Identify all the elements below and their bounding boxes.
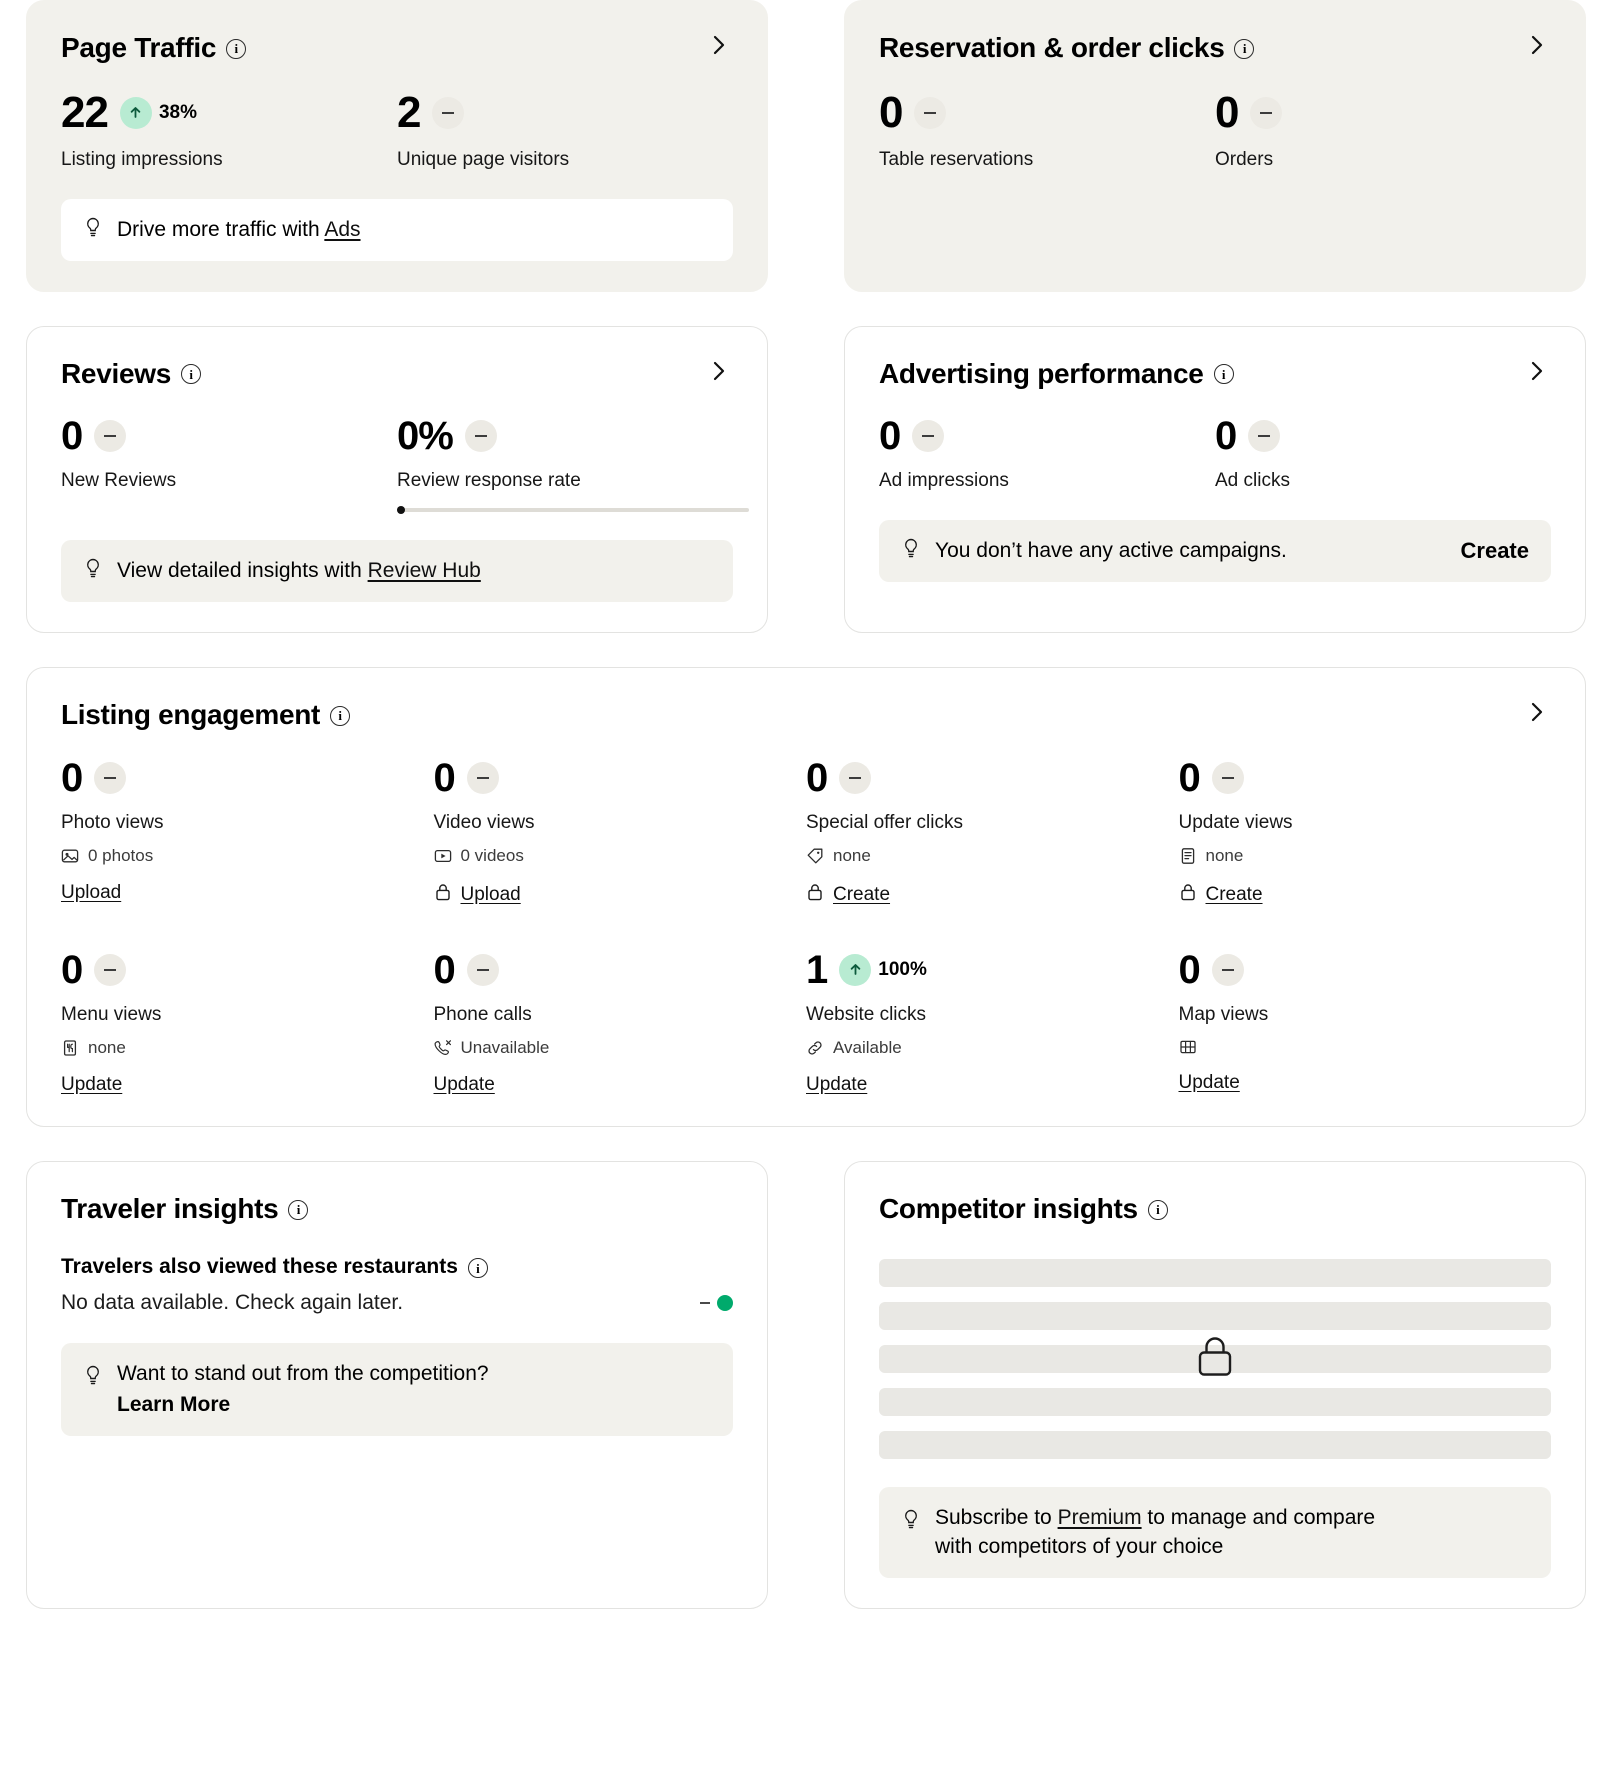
lightbulb-icon — [83, 1364, 103, 1394]
metric-update-views — [1178, 755, 1552, 908]
metric-delta — [120, 97, 197, 129]
special-offer-create-link[interactable]: Create — [833, 883, 891, 905]
metric-delta — [839, 954, 927, 986]
metric-value-row — [397, 87, 733, 137]
dashboard-row-3 — [26, 667, 1586, 1127]
reservation-order-clicks-card — [844, 0, 1586, 292]
page-title — [61, 698, 350, 732]
metric-action — [806, 1074, 1179, 1096]
dashboard-row-4 — [26, 1161, 1586, 1609]
metrics-group — [879, 416, 1551, 492]
metric-sub — [61, 846, 434, 866]
tip-text — [117, 1360, 489, 1419]
phone-update-link[interactable]: Update — [433, 1073, 495, 1095]
page-title — [61, 1192, 308, 1226]
metric-action — [434, 882, 807, 908]
note-icon — [1179, 847, 1197, 865]
metric-label: Review response rate — [397, 470, 581, 492]
status-indicator — [700, 1295, 733, 1311]
metric-sub-label: Available — [833, 1037, 902, 1057]
card-header — [879, 31, 1551, 65]
metric-value: 1 — [806, 947, 828, 992]
metric-ad-clicks — [1215, 416, 1551, 492]
skeleton-bar — [879, 1431, 1551, 1459]
video-upload-link[interactable]: Upload — [460, 883, 521, 905]
metric-sub — [434, 846, 807, 866]
progress-knob — [397, 506, 405, 514]
metrics-group — [61, 416, 733, 512]
metric-label: Menu views — [61, 1003, 162, 1025]
info-icon[interactable]: i — [1148, 1200, 1168, 1220]
metric-video-views — [433, 755, 807, 908]
metric-sub-label: 0 photos — [88, 845, 154, 865]
metric-sub — [61, 1038, 434, 1058]
metric-table-reservations — [879, 87, 1215, 171]
competitor-insights-title: Competitor insights — [879, 1192, 1138, 1224]
reviews-tip-banner — [61, 540, 733, 602]
traveler-tip-banner — [61, 1343, 733, 1436]
traveler-insights-card — [26, 1161, 768, 1609]
competitor-tip-banner — [879, 1487, 1551, 1578]
metric-delta — [1248, 420, 1280, 452]
metric-value-row — [397, 414, 733, 459]
metric-action — [61, 882, 434, 904]
info-icon[interactable]: i — [1234, 39, 1254, 59]
card-header — [879, 1192, 1551, 1226]
lock-icon — [1193, 1333, 1237, 1386]
trend-flat-icon — [912, 420, 944, 452]
metric-label: Video views — [433, 811, 535, 833]
metric-sub-label: Unavailable — [460, 1037, 550, 1057]
trend-flat-icon — [1250, 97, 1282, 129]
metric-value: 0 — [433, 947, 455, 992]
skeleton-bar — [879, 1302, 1551, 1330]
advertising-tip-banner — [879, 520, 1551, 582]
card-header — [61, 357, 733, 391]
metric-website-clicks — [806, 947, 1179, 1096]
ads-link[interactable]: Ads — [324, 217, 361, 241]
info-icon[interactable]: i — [1214, 364, 1234, 384]
metric-label: Website clicks — [806, 1003, 927, 1025]
metric-new-reviews — [61, 416, 397, 512]
trend-flat-icon — [94, 420, 126, 452]
map-update-link[interactable]: Update — [1178, 1071, 1240, 1093]
metric-sub — [1179, 846, 1552, 866]
trend-flat-icon — [1212, 762, 1244, 794]
skeleton-bar — [879, 1388, 1551, 1416]
chevron-right-icon[interactable] — [1523, 357, 1551, 385]
metric-value-row — [1178, 947, 1552, 992]
tip-prefix: Subscribe to — [935, 1506, 1058, 1530]
trend-flat-icon — [1212, 954, 1244, 986]
update-create-link[interactable]: Create — [1205, 883, 1263, 905]
metric-label: Phone calls — [433, 1003, 532, 1025]
metric-menu-views — [61, 947, 434, 1096]
page-title — [879, 31, 1254, 65]
metric-value: 0 — [1215, 87, 1239, 137]
info-icon[interactable]: i — [468, 1258, 488, 1278]
reservation-title: Reservation & order clicks — [879, 32, 1225, 63]
metric-sub — [434, 1038, 807, 1058]
metric-value: 0 — [433, 755, 455, 800]
tip-text-label: View detailed insights with — [117, 559, 368, 583]
card-header — [61, 1192, 733, 1226]
page-title — [61, 31, 246, 65]
metric-value-row — [1178, 755, 1552, 800]
chevron-right-icon[interactable] — [705, 357, 733, 385]
delta-value: 38% — [158, 101, 197, 123]
metric-orders — [1215, 87, 1551, 171]
metric-label: Unique page visitors — [397, 148, 570, 170]
metric-listing-impressions — [61, 87, 397, 171]
competitor-insights-card — [844, 1161, 1586, 1609]
metric-review-response-rate — [397, 416, 733, 512]
lightbulb-icon — [901, 537, 921, 565]
card-header — [61, 698, 1551, 732]
dashboard-row-2 — [26, 326, 1586, 634]
trend-up-icon — [839, 954, 871, 986]
locked-content-placeholder — [879, 1259, 1551, 1459]
metric-delta — [432, 97, 464, 129]
metric-delta — [465, 420, 497, 452]
lightbulb-icon — [83, 216, 103, 244]
listing-engagement-title: Listing engagement — [61, 699, 321, 731]
metric-label: Orders — [1215, 148, 1274, 170]
page-title — [879, 1192, 1168, 1226]
metric-sub-label: none — [1205, 845, 1244, 865]
trend-flat-icon — [914, 97, 946, 129]
metric-phone-calls — [433, 947, 807, 1096]
metric-delta — [914, 97, 946, 129]
page-traffic-title: Page Traffic — [61, 32, 217, 63]
metric-value: 0 — [61, 947, 83, 992]
response-rate-progress — [397, 508, 749, 512]
metric-sub-label: none — [88, 1037, 126, 1057]
advertising-performance-card — [844, 326, 1586, 634]
metric-action — [806, 882, 1179, 908]
trend-flat-icon — [467, 762, 499, 794]
metric-value-row — [433, 755, 807, 800]
traveler-insights-subtitle: Travelers also viewed these restaurants — [61, 1255, 458, 1279]
info-icon[interactable]: i — [288, 1200, 308, 1220]
chevron-right-icon[interactable] — [1523, 31, 1551, 59]
lock-icon — [1179, 882, 1197, 908]
tip-text-label: Want to stand out from the competition? — [117, 1362, 489, 1386]
page-title — [61, 357, 201, 391]
metric-value: 0 — [879, 414, 901, 459]
metric-label: Ad clicks — [1215, 470, 1290, 492]
page-title — [879, 357, 1234, 391]
trend-flat-icon — [432, 97, 464, 129]
website-update-link[interactable]: Update — [806, 1073, 868, 1095]
metric-value: 2 — [397, 87, 421, 137]
metric-value-row — [1215, 414, 1551, 459]
advertising-title: Advertising performance — [879, 357, 1204, 389]
dashboard-row-1 — [26, 0, 1586, 292]
metric-value-row — [433, 947, 807, 992]
engagement-row — [61, 755, 1551, 908]
metric-action — [434, 1074, 807, 1096]
metric-value: 0 — [879, 87, 903, 137]
metric-value: 0% — [397, 414, 453, 459]
metric-action — [1179, 882, 1552, 908]
learn-more-button[interactable]: Learn More — [117, 1392, 231, 1416]
metric-value-row — [879, 414, 1215, 459]
page-traffic-card — [26, 0, 768, 292]
link-icon — [806, 1039, 824, 1057]
metric-sub — [806, 846, 1179, 866]
metric-value-row — [61, 87, 397, 137]
metric-label: Special offer clicks — [806, 811, 963, 833]
metric-photo-views — [61, 755, 434, 908]
tip-text-label: Drive more traffic with — [117, 217, 325, 241]
reviews-card — [26, 326, 768, 634]
traffic-tip-banner — [61, 199, 733, 261]
menu-icon — [61, 1039, 79, 1057]
metric-value-row — [806, 755, 1179, 800]
delta-value: 100% — [878, 958, 927, 980]
metric-unique-page-visitors — [397, 87, 733, 171]
metric-label: Table reservations — [879, 148, 1034, 170]
metrics-group — [61, 87, 733, 171]
trend-flat-icon — [94, 762, 126, 794]
metric-value: 0 — [806, 755, 828, 800]
metric-value-row — [1215, 87, 1551, 137]
metric-sub-label: 0 videos — [460, 845, 524, 865]
chevron-right-icon[interactable] — [705, 31, 733, 59]
metric-action — [61, 1074, 434, 1096]
metric-value-row — [879, 87, 1215, 137]
metric-special-offer-clicks — [806, 755, 1179, 908]
metric-value: 0 — [61, 414, 83, 459]
trend-flat-icon — [467, 954, 499, 986]
traveler-insights-empty-row — [61, 1291, 733, 1315]
metric-delta — [912, 420, 944, 452]
metric-value-row — [61, 414, 397, 459]
info-icon[interactable]: i — [330, 706, 350, 726]
skeleton-bar — [879, 1259, 1551, 1287]
tip-suffix: to manage and compare — [1141, 1506, 1376, 1530]
metric-sub — [1179, 1038, 1552, 1056]
metric-value: 0 — [61, 755, 83, 800]
card-header — [61, 31, 733, 65]
traveler-insights-title: Traveler insights — [61, 1192, 279, 1224]
metric-label: New Reviews — [61, 470, 177, 492]
video-icon — [434, 847, 452, 865]
lock-icon — [806, 882, 824, 908]
lock-icon — [434, 882, 452, 908]
trend-flat-icon — [839, 762, 871, 794]
chevron-right-icon[interactable] — [1523, 698, 1551, 726]
empty-state-text: No data available. Check again later. — [61, 1291, 404, 1315]
photo-icon — [61, 847, 79, 865]
metric-sub-label: none — [833, 845, 871, 865]
trend-flat-icon — [1248, 420, 1280, 452]
tip-text: You don’t have any active campaigns. — [935, 539, 1287, 563]
tag-icon — [806, 847, 824, 865]
metric-value: 0 — [1178, 755, 1200, 800]
trend-up-icon — [120, 97, 152, 129]
metric-value-row — [61, 755, 434, 800]
menu-update-link[interactable]: Update — [61, 1073, 123, 1095]
metric-label: Ad impressions — [879, 470, 1009, 492]
traveler-insights-subtitle-row — [61, 1255, 733, 1279]
reviews-title: Reviews — [61, 357, 171, 389]
card-header — [879, 357, 1551, 391]
metric-label: Listing impressions — [61, 148, 223, 170]
metric-value: 0 — [1178, 947, 1200, 992]
metric-label: Update views — [1178, 811, 1293, 833]
metric-delta — [94, 420, 126, 452]
photo-upload-link[interactable]: Upload — [61, 881, 122, 903]
trend-flat-icon — [465, 420, 497, 452]
metric-sub — [806, 1038, 1179, 1058]
metric-ad-impressions — [879, 416, 1215, 492]
tip-text — [935, 1504, 1375, 1561]
lightbulb-icon — [83, 557, 103, 585]
map-icon — [1179, 1038, 1197, 1056]
listing-engagement-card — [26, 667, 1586, 1127]
create-campaign-button[interactable]: Create — [1460, 538, 1529, 564]
lightbulb-icon — [901, 1508, 921, 1538]
info-icon[interactable]: i — [226, 39, 246, 59]
tip-line2: with competitors of your choice — [935, 1534, 1224, 1558]
engagement-row — [61, 947, 1551, 1096]
metrics-group — [879, 87, 1551, 171]
tip-text — [117, 218, 361, 242]
review-hub-link[interactable]: Review Hub — [367, 559, 481, 583]
metric-map-views — [1178, 947, 1552, 1096]
metric-delta — [1250, 97, 1282, 129]
tip-text — [117, 559, 481, 583]
phone-icon — [434, 1039, 452, 1057]
metric-value-row — [61, 947, 434, 992]
metric-label: Photo views — [61, 811, 164, 833]
metric-action — [1179, 1072, 1552, 1094]
metric-value: 22 — [61, 87, 108, 137]
metric-value-row — [806, 947, 1179, 992]
metric-value: 0 — [1215, 414, 1237, 459]
info-icon[interactable]: i — [181, 364, 201, 384]
metric-label: Map views — [1178, 1003, 1269, 1025]
premium-link[interactable]: Premium — [1057, 1506, 1142, 1530]
trend-flat-icon — [94, 954, 126, 986]
